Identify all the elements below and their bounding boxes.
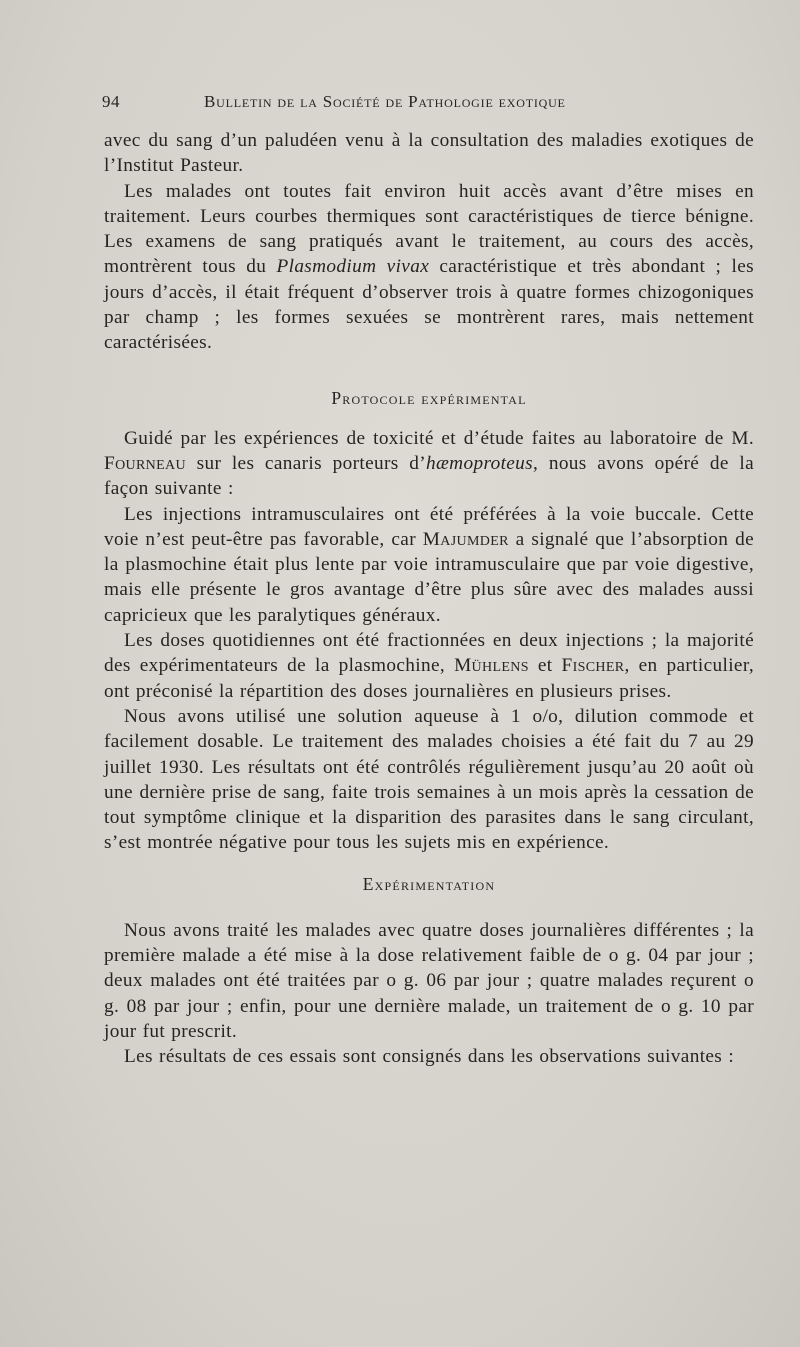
paragraph-2: [104, 179, 754, 356]
paragraph-3-text-mid: sur les canaris porteurs d’: [185, 452, 426, 474]
paragraph-7: [104, 918, 754, 1044]
species-name: Plasmodium vivax: [276, 256, 430, 278]
section-heading-experimentation: Expérimentation: [362, 873, 496, 894]
page-body: [104, 128, 754, 1070]
paragraph-5: [104, 628, 754, 704]
author-name-fischer: Fischer: [561, 655, 625, 677]
paragraph-1: [104, 128, 754, 179]
paragraph-5-text-mid: et: [528, 655, 562, 677]
page-number: 94: [102, 92, 120, 111]
author-name-fourneau: Fourneau: [104, 452, 186, 474]
paragraph-6: [104, 704, 754, 856]
paragraph-4-text: Les injections intramusculaires ont été préférées à la voie buccale. Cette voie n’est peut-être pas favorable, car: [104, 503, 754, 550]
species-name-haemoproteus: hæmoproteus: [425, 452, 534, 474]
paragraph-5-text: Les doses quotidiennes ont été fractionnées en deux injections ; la majorité des expérimentateurs de la plasmochine,: [104, 630, 754, 677]
section-heading-protocole: Protocole expérimental: [331, 387, 527, 408]
paragraph-5-text-end: , en particulier, ont préconisé la répartition des doses journalières en plusieurs prises.: [104, 655, 754, 702]
paragraph-3: [104, 426, 754, 502]
paragraph-4-text-end: a signalé que l’absorption de la plasmochine était plus lente par voie intramusculaire que par voie digestive, mais elle présente le gros avantage d’être plus sûre avec des malades aussi capricieux que les paralytiques généraux.: [104, 528, 754, 626]
page-header: [104, 88, 754, 118]
paragraph-4: [104, 502, 754, 628]
paragraph-8-text: Les résultats de ces essais sont consignés dans les observations suivantes :: [124, 1046, 735, 1068]
running-title: Bulletin de la Société de Pathologie exotique: [204, 92, 566, 111]
author-name-muhlens: Mühlens: [454, 655, 529, 677]
paragraph-2-text-end: caractéristique et très abondant ; les jours d’accès, il était fréquent d’observer trois à quatre formes chizogoniques par champ ; les formes sexuées se montrèrent rares, mais nettement caractérisées.: [104, 256, 755, 354]
document-page: [104, 88, 754, 1070]
paragraph-3-text: Guidé par les expériences de toxicité et d’étude faites au laboratoire de M.: [124, 427, 754, 449]
author-name-majumder: Majumder: [422, 528, 509, 550]
paragraph-3-text-end: , nous avons opéré de la façon suivante :: [104, 452, 754, 500]
paragraph-1-text: avec du sang d’un paludéen venu à la consultation des maladies exotiques de l’Institut Pasteur.: [104, 130, 754, 177]
paragraph-2-text: Les malades ont toutes fait environ huit accès avant d’être mises en traitement. Leurs courbes thermiques sont caractéristiques de tierce bénigne. Les examens de sang pratiqués avant le traitement, au cours des accès, montrèrent tous du: [104, 180, 754, 278]
paragraph-6-text: Nous avons utilisé une solution aqueuse à 1 o/o, dilution commode et facilement dosable. Le traitement des malades choisies a été fait du 7 au 29 juillet 1930. Les résultats ont été contrôlés régulièrement jusqu’au 20 août où une dernière prise de sang, faite trois semaines à un mois après la cessation de tout symptôme clinique et la disparition des parasites dans le sang circulant, s’est montrée négative pour tous les sujets mis en expérience.: [104, 705, 754, 854]
paragraph-8: [104, 1044, 754, 1069]
paragraph-7-text: Nous avons traité les malades avec quatre doses journalières différentes ; la première malade a été mise à la dose relativement faible de o g. 04 par jour ; deux malades ont été traitées par o g. 06 par jour ; quatre malades reçurent o g. 08 par jour ; enfin, pour une dernière malade, un traitement de o g. 10 par jour fut prescrit.: [104, 919, 754, 1042]
